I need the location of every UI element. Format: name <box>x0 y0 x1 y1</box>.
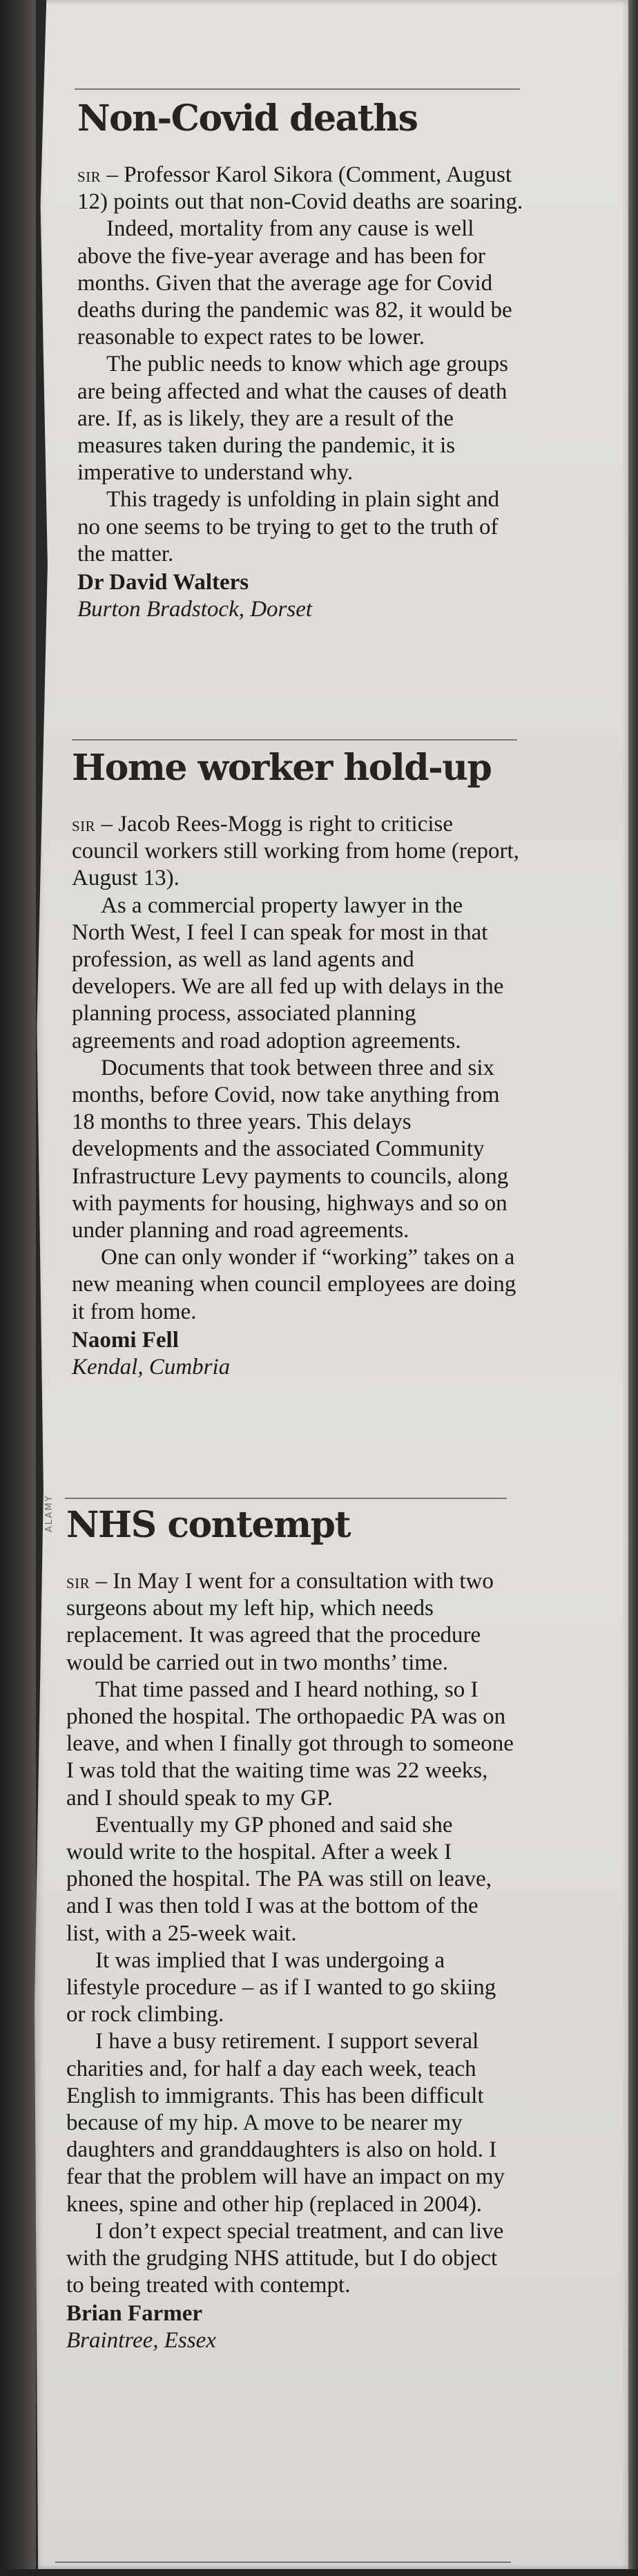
paragraph: It was implied that I was undergoing a lifestyle procedure – as if I wanted to go skiing or rock climbing. <box>66 1947 496 2028</box>
section-rule <box>72 739 517 741</box>
letter-author: Dr David Walters <box>77 570 249 595</box>
paragraph: This tragedy is unfolding in plain sight and no one seems to be trying to get to the truth of the matter. <box>77 487 500 566</box>
paragraph: Eventually my GP phoned and said she would write to the hospital. After a week I phoned the hospital. The PA was still on leave, and I was then told I was at the bottom of the list, with a 25-week wait. <box>66 1812 492 1946</box>
paragraph <box>72 811 521 893</box>
section-rule <box>65 1498 507 1499</box>
sir-salutation: sir <box>77 164 102 187</box>
paragraph <box>66 1568 515 1677</box>
letter-home-worker-hold-up <box>72 747 521 1381</box>
paragraph-text: – In May I went for a consultation with two surgeons about my left hip, which needs replacement. It was agreed that the procedure would be carried out in two months’ time. <box>66 1569 494 1675</box>
paragraph: Documents that took between three and six months, before Covid, now take anything from 18 months to three years. This delays developments and the associated Community Infrastructure Levy payments to councils, along with payments for housing, highways and so on under planning and road agreements. <box>72 1055 509 1243</box>
letter-nhs-contempt <box>66 1505 515 2354</box>
paragraph-text: – Jacob Rees-Mogg is right to criticise council workers still working from home (report, August 13). <box>72 812 519 891</box>
paragraph: I don’t expect special treatment, and can live with the grudging NHS attitude, but I do object to being treated with contempt. <box>66 2218 504 2298</box>
sir-salutation: sir <box>66 1570 90 1593</box>
paragraph <box>77 162 526 216</box>
paragraph: The public needs to know which age groups are being affected and what the causes of death are. If, as is likely, they are a result of the measures taken during the pandemic, it is imperative to understand why. <box>77 352 508 486</box>
paragraph: I have a busy retirement. I support several charities and, for half a day each week, teach English to immigrants. This has been difficult because of my hip. A move to be nearer my daughters and granddaughters is also on hold. I fear that the problem will have an impact on my knees, spine and other hip (replaced in 2004). <box>66 2029 505 2217</box>
photo-credit: ALAMY <box>44 1494 55 1532</box>
letter-location: Braintree, Essex <box>66 2328 216 2354</box>
paragraph: One can only wonder if “working” takes on a new meaning when council employees are doing it from home. <box>72 1245 516 1324</box>
letter-non-covid-deaths <box>77 98 526 623</box>
letter-body <box>77 162 526 568</box>
bottom-rule <box>55 2561 511 2563</box>
letter-body <box>72 811 521 1326</box>
backdrop-left <box>0 0 36 2576</box>
letter-location: Kendal, Cumbria <box>72 1354 231 1380</box>
letter-location: Burton Bradstock, Dorset <box>77 597 313 622</box>
paragraph: That time passed and I heard nothing, so I phoned the hospital. The orthopaedic PA was on leave, and when I finally got through to someone I was told that the waiting time was 22 weeks, and I should speak to my GP. <box>66 1677 514 1811</box>
letter-author: Brian Farmer <box>66 2301 203 2327</box>
paragraph-text: – Professor Karol Sikora (Comment, August 12) points out that non-Covid deaths are soaring. <box>77 162 523 215</box>
letter-headline: NHS contempt <box>66 1504 350 1546</box>
paragraph: Indeed, mortality from any cause is well above the five-year average and has been for months. Given that the average age for Covid deaths during the pandemic was 82, it would be reasonable to expect rates to be lower. <box>77 216 512 350</box>
backdrop-right <box>628 0 638 2576</box>
backdrop-bottom <box>0 2569 638 2576</box>
sir-salutation: sir <box>72 813 96 836</box>
letter-author: Naomi Fell <box>72 1327 179 1353</box>
top-rule <box>75 88 520 90</box>
paragraph: As a commercial property lawyer in the North West, I feel I can speak for most in that profession, as well as land agents and developers. We are all fed up with delays in the planning process, associated planning agreements and road adoption agreements. <box>72 893 504 1053</box>
letter-headline: Non-Covid deaths <box>77 97 418 140</box>
letter-body <box>66 1568 515 2299</box>
letter-headline: Home worker hold-up <box>72 747 492 789</box>
